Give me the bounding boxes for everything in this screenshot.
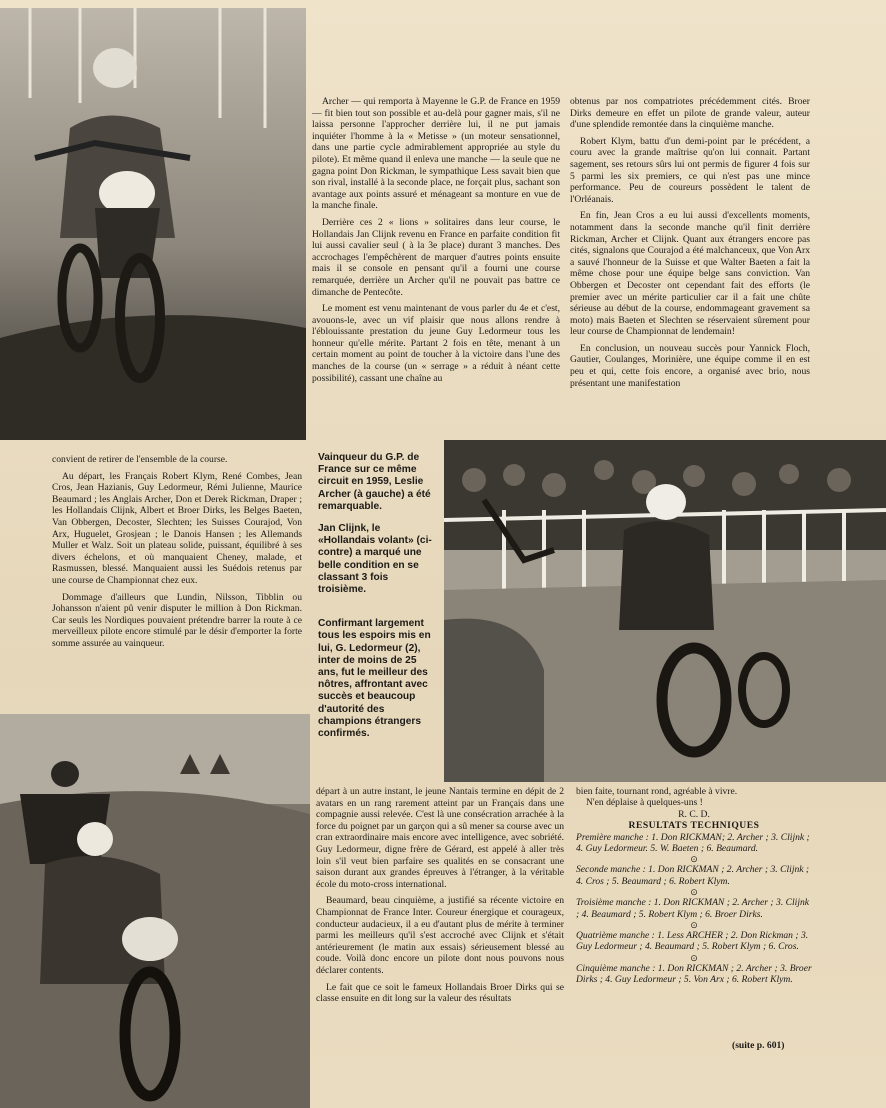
paragraph: Au départ, les Français Robert Klym, René Combes, Jean Cros, Jean Hazianis, Guy Ledormeur, Rémi Julienne, Maurice Beaumard ; les Anglais Archer, Don et Derek Rickman, Draper ; les Hollandais Clijnk, Albert et Broer Dirks, les Belges Baeten, Van Obbergen, Decoster, Slechten; les Suisses Courajod, Von Arx, Huguelet, Grosjean ; le Danois Hansen ; les Allemands Muller et Walz. Soit un plateau solide, puissant, équilibré à ses divers échelons, et où manquaient Cheney, malade, et Rasmussen, blessé. Manquaient aussi les Suédois retenus par une course de Championnat chez eux. [52,470,302,586]
photo-clijnk-crowd [444,440,886,782]
paragraph: En fin, Jean Cros a eu lui aussi d'excellents moments, notamment dans la seconde manche qu'il finit derrière Rickman, Archer et Clijnk. Quant aux étrangers encore pas cités, signalons que Courajod a été malchanceux, que Von Arx a sauvé l'honneur de la Suisse et que Walter Baeten a fait la même chose pour une équipe belge sans conviction. Van Obbergen et Decoster ont cependant fait des efforts (le premier avec un mérite particulier car il a fait une chûte sérieuse au début de la course, endommageant gravement sa moto) mais Baeten et Slechten se réservaient sûrement pour leur course de Championnat de lendemain! [570,210,810,338]
paragraph: Le moment est venu maintenant de vous parler du 4e et c'est, avouons-le, avec un vif plaisir que nous allons rendre à l'éblouissante prestation du jeune Guy Ledormeur tous les honneur qu'elle mérite. Partant 2 fois en tête, menant à un certain moment au point de toucher à la victoire dans l'une des manches de la course (un « serrage » a réduit à néant cette possibilité), cassant une chaîne au [312,303,560,384]
separator-icon: ⊙ [690,887,698,898]
caption-clijnk: Jan Clijnk, le «Hollandais volant» (ci-contre) a marqué une belle condition en se classant 3 fois troisième. [318,523,432,596]
article-column-left-middle [52,454,302,709]
result-heat-2: Seconde manche : 1. Don RICKMAN ; 2. Archer ; 3. Clijnk ; 4. Cros ; 5. Beaumard ; 6. Robert Klym. [576,864,810,887]
paragraph: Le fait que ce soit le fameux Hollandais Broer Dirks qui se classe ensuite en dit long sur la valeur des résultats [316,981,564,1005]
photo-ledormeur-riders [0,714,310,1108]
paragraph: convient de retirer de l'ensemble de la course. [52,454,228,465]
closing-lead: bien faite, tournant rond, agréable à vivre. [576,786,738,797]
result-heat-1: Première manche : 1. Don RICKMAN; 2. Archer ; 3. Clijnk ; 4. Guy Ledormeur. 5. W. Baeten ; 6. Beaumard. [576,831,810,855]
paragraph: Beaumard, beau cinquième, a justifié sa récente victoire en Championnat de France Inter. Coureur énergique et courageux, conducteur audacieux, il a eu d'autant plus de mérite à terminer parmi les meilleurs qu'il s'est accroché avec Clijnk et s'était antérieurement (le matin aux essais) sérieusement blessé au coude. Voilà donc encore un pilote dont nous pouvons nous déclarer contents. [316,895,564,976]
paragraph: Derrière ces 2 « lions » solitaires dans leur course, le Hollandais Jan Clijnk revenu en France en parfaite condition fit lui aussi cavalier seul ( à la 3e place) durant 3 manches. Des accrochages l'empêchèrent de marquer d'autres points ensuite mais il se console en pensant qu'il a fourni une course remarquée, derrière un Archer qu'il ne pouvait pas battre ce dimanche de Pentecôte. [312,216,560,298]
paragraph: En conclusion, un nouveau succès pour Yannick Floch, Gautier, Coulanges, Morinière, une équipe comme il en est peu et qui, cette fois encore, a organisé avec brio, nous présentant une manifestation [570,342,810,389]
article-column-top-right [570,96,810,440]
separator-icon: ⊙ [690,920,698,931]
result-heat-3: Troisième manche : 1. Don RICKMAN ; 2. Archer ; 3. Clijnk ; 4. Beaumard ; 5. Robert Klym ; 6. Broer Dirks. [576,897,810,920]
photo-captions [318,452,438,782]
continued-note: (suite p. 601) [732,1040,785,1051]
caption-archer: Vainqueur du G.P. de France sur ce même circuit en 1959, Leslie Archer (à gauche) a été remarquable. [318,452,431,512]
author-signature: R. C. D. [678,808,710,820]
result-heat-4: Quatrième manche : 1. Less ARCHER ; 2. Don Rickman ; 3. Guy Ledormeur ; 4. Beaumard ; 5. Robert Klym ; 6. Cros. [576,930,809,953]
paragraph: Archer — qui remporta à Mayenne le G.P. de France en 1959 — fit bien tout son possible et au-delà pour gagner mais, s'il ne laissa personne l'approcher derrière lui, il ne put jamais inquiéter l'homme à la « Metisse » (un moteur sensationnel, dans une partie cycle admirablement appropriée au style du pilote). Et même quand il enleva une manche — la seule que ne gagna point Don Rickman, le sympathique Less savait bien que son rival, installé à la seconde place, ne forçait plus, sachant son avantage aux points assuré et ménageant sa monture en vue de la manche finale. [312,96,560,212]
separator-icon: ⊙ [690,952,698,963]
paragraph: départ à un autre instant, le jeune Nantais termine en dépit de 2 avatars en un rang rarement atteint par un Français dans une compagnie aussi relevée. C'est là une consécration arrachée à la force du poignet par un garçon qui a sû mener sa course avec un cran extraordinaire mais encore avec intelligence, avec sobriété. Guy Ledormeur, digne frère de Gérard, est appelé à aller très loin s'il veut bien parfaire ses qualités en se consacrant une saison durant aux grandes épreuves à l'étranger, à la véritable école du moto-cross international. [316,786,564,890]
results-title: RESULTATS TECHNIQUES [628,820,760,832]
caption-ledormeur: Confirmant largement tous les espoirs mis en lui, G. Ledormeur (2), inter de moins de 25 ans, fut le meilleur des nôtres, affrontant avec succès et beaucoup d'autorité des champions étrangers confirmés. [318,618,431,740]
closing-line: N'en déplaise à quelques-uns ! [586,797,703,809]
article-column-top-middle [312,96,560,440]
paragraph: Dommage d'ailleurs que Lundin, Nilsson, Tibblin ou Johansson n'aient pû venir disputer le million à Don Rickman. Car seuls les Nordiques pouvaient prétendre barrer la route à ce merveilleux pilote encore stimulé par le désir d'emporter la forte somme assurée au vainqueur. [52,591,302,649]
article-column-bottom-middle [316,786,564,1100]
separator-icon: ⊙ [690,854,698,865]
photo-archer-jump [0,8,306,440]
result-heat-5: Cinquième manche : 1. Don RICKMAN ; 2. Archer ; 3. Broer Dirks ; 4. Guy Ledormeur ; 5. Von Arx ; 6. Robert Klym. [576,962,812,986]
paragraph: Robert Klym, battu d'un demi-point par le précédent, a couru avec la grande maîtrise qu'on lui connait. Partant sagement, ses retours sûrs lui ont permis de figurer 4 fois sur 5 parmi les six premiers, ce qui n'est pas une mince performance. Peu de coureurs possèdent le talent de l'Orléanais. [570,135,810,205]
paragraph: obtenus par nos compatriotes précédemment cités. Broer Dirks demeure en effet un pilote de grande valeur, auteur d'une splendide remontée dans la cinquième manche. [570,96,810,131]
